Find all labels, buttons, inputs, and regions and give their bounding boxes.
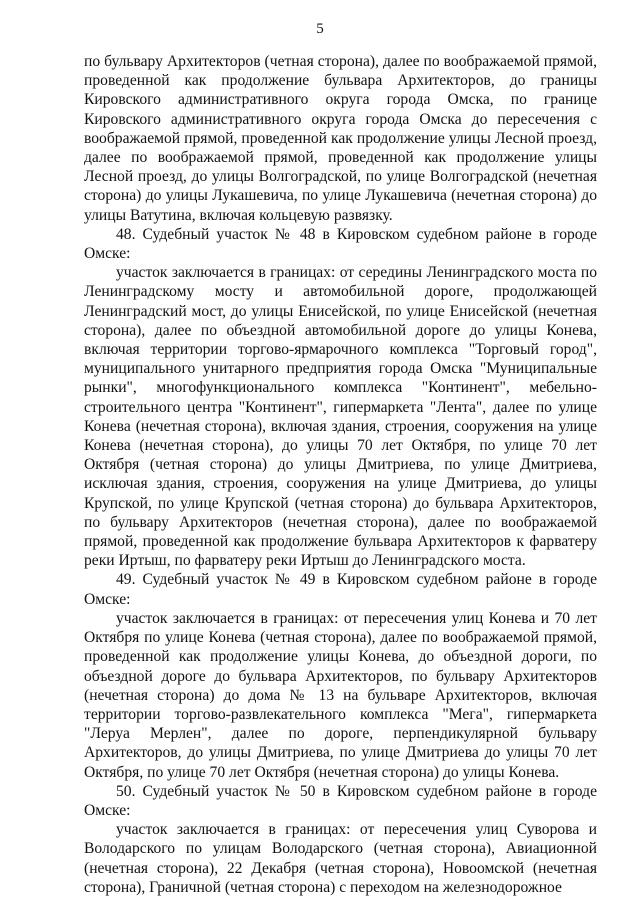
section-48-body: участок заключается в границах: от середины Ленинградского моста по Ленинградскому мосту и автомобильной дороге, продолжающей Ленинградский мост, до улицы Енисейской, по улице Енисейской (нечетная сторона), далее по объездной автомобильной дороге до улицы Конева, включая территории торгово-ярмарочного комплекса "Торговый город", муниципального унитарного предприятия города Омска "Муниципальные рынки", многофункционального комплекса "Континент", мебельно-строительного центра "Континент", гипермаркета "Лента", далее по улице Конева (нечетная сторона), включая здания, строения, сооружения на улице Конева (нечетная сторона), до улицы 70 лет Октября, по улице 70 лет Октября (четная сторона) до улицы Дмитриева, по улице Дмитриева, исключая здания, строения, сооружения на улице Дмитриева, до улицы Крупской, по улице Крупской (четная сторона) до бульвара Архитекторов, по бульвару Архитекторов (нечетная сторона), далее по воображаемой прямой, проведенной как продолжение бульвара Архитекторов к фарватеру реки Иртыш, по фарватеру реки Иртыш до Ленинградского моста. (84, 264, 597, 570)
page-number: 5 (316, 21, 324, 37)
section-49-body: участок заключается в границах: от пересечения улиц Конева и 70 лет Октября по улице Конева (четная сторона), далее по воображаемой прямой, проведенной как продолжение улицы Конева, до объездной дороги, по объездной дороге до бульвара Архитекторов, по бульвару Архитекторов (нечетная сторона) до дома № 13 на бульваре Архитекторов, включая территории торгово-развлекательного комплекса "Мега", гипермаркета "Леруа Мерлен", далее по дороге, перпендикулярной бульвару Архитекторов, до улицы Дмитриева, по улице Дмитриева до улицы 70 лет Октября, по улице 70 лет Октября (нечетная сторона) до улицы Конева. (84, 609, 597, 781)
section-49-heading: 49. Судебный участок № 49 в Кировском судебном районе в городе Омске: (84, 571, 597, 608)
paragraph-continuation: по бульвару Архитекторов (четная сторона), далее по воображаемой прямой, проведенной как продолжение бульвара Архитекторов, до границы Кировского административного округа города Омска, по границе Кировского административного округа города Омска до пересечения с воображаемой прямой, проведенной как продолжение улицы Лесной проезд, далее по воображаемой прямой, проведенной как продолжение улицы Лесной проезд, до улицы Волгоградской, по улице Волгоградской (нечетная сторона) до улицы Лукашевича, по улице Лукашевича (нечетная сторона) до улицы Ватутина, включая кольцевую развязку. (84, 53, 597, 224)
section-50-heading: 50. Судебный участок № 50 в Кировском судебном районе в городе Омске: (84, 782, 597, 819)
document-body (84, 52, 597, 897)
section-48-heading: 48. Судебный участок № 48 в Кировском судебном районе в городе Омске: (84, 225, 597, 263)
section-50-body: участок заключается в границах: от пересечения улиц Суворова и Володарского по улицам Володарского (четная сторона), Авиационной (нечетная сторона), 22 Декабря (четная сторона), Новоомской (нечетная сторона), Граничной (четная сторона) с переходом на железнодорожное (84, 821, 597, 896)
